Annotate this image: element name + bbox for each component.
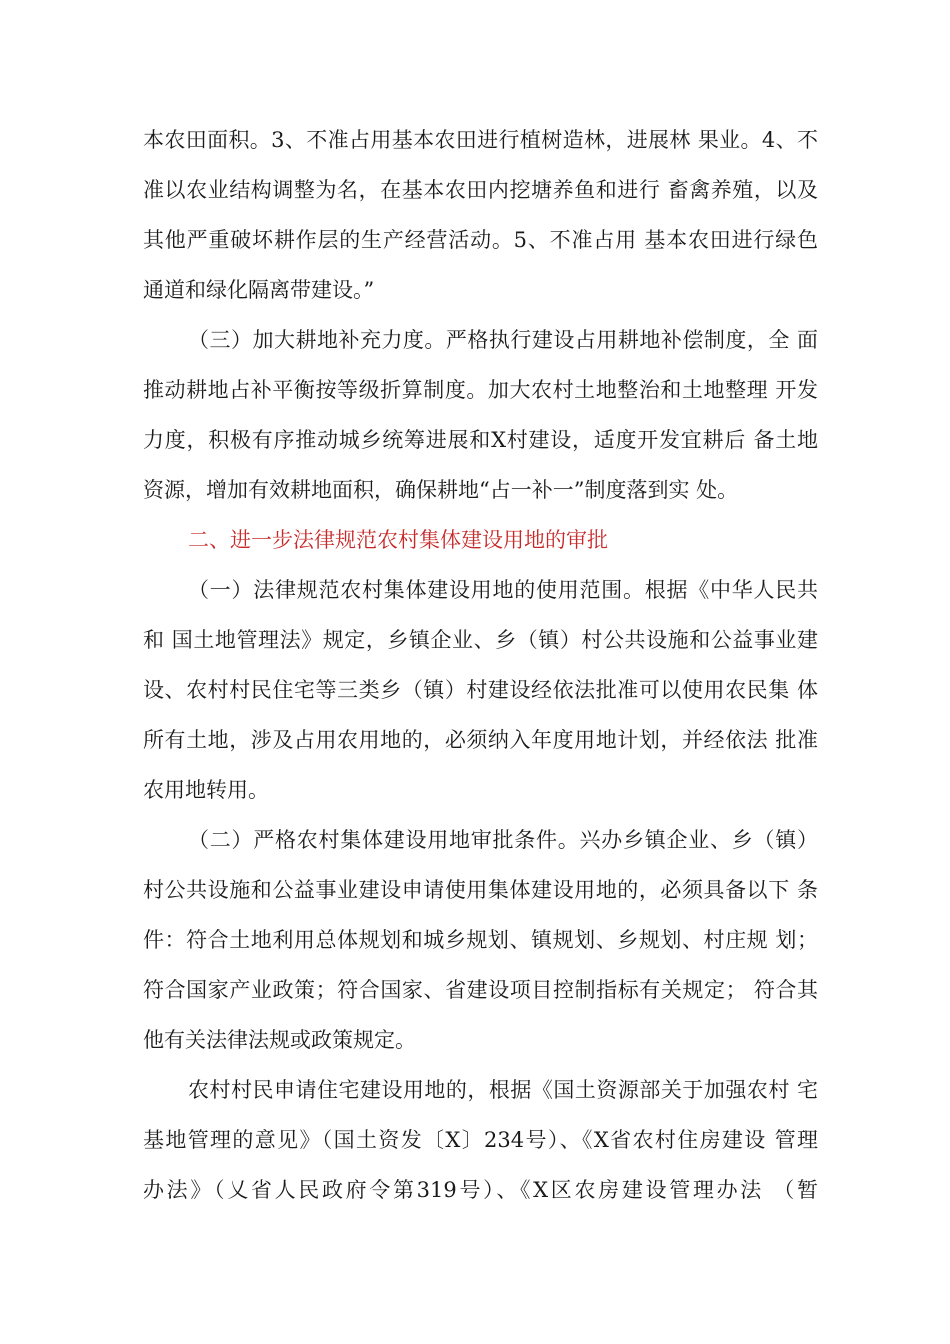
paragraph-line: 其他严重破坏耕作层的生产经营活动。5、不准占用 基本农田进行绿色 <box>143 228 818 252</box>
paragraph-line: 所有土地，涉及占用农用地的，必须纳入年度用地计划，并经依法 批准 <box>143 728 818 752</box>
paragraph-line: 基地管理的意见》（国土资发〔X〕234号）、《X省农村住房建设 管理 <box>143 1128 818 1152</box>
paragraph-line: 推动耕地占补平衡按等级折算制度。加大农村土地整治和土地整理 开发 <box>143 378 818 402</box>
paragraph-line: （一）法律规范农村集体建设用地的使用范围。根据《中华人民共 <box>188 578 818 602</box>
paragraph-line: 资源，增加有效耕地面积，确保耕地“占一补一”制度落到实 处。 <box>143 478 739 502</box>
paragraph-line: 他有关法律法规或政策规定。 <box>143 1028 416 1052</box>
paragraph-line: 符合国家产业政策；符合国家、省建设项目控制指标有关规定； 符合其 <box>143 978 818 1002</box>
paragraph-line: 本农田面积。3、不准占用基本农田进行植树造林，进展林 果业。4、不 <box>143 128 818 152</box>
paragraph-line: 通道和绿化隔离带建设。” <box>143 278 375 302</box>
paragraph-line: 设、农村村民住宅等三类乡（镇）村建设经依法批准可以使用农民集 体 <box>143 678 818 702</box>
paragraph-line: 村公共设施和公益事业建设申请使用集体建设用地的，必须具备以下 条 <box>143 878 818 902</box>
paragraph-line: （三）加大耕地补充力度。严格执行建设占用耕地补偿制度，全 面 <box>188 328 818 352</box>
paragraph-line: 和 国土地管理法》规定，乡镇企业、乡（镇）村公共设施和公益事业建 <box>143 628 818 652</box>
paragraph-line: 农用地转用。 <box>143 778 269 802</box>
paragraph-line: 力度，积极有序推动城乡统筹进展和X村建设，适度开发宜耕后 备土地 <box>143 428 818 452</box>
paragraph-line: 准以农业结构调整为名，在基本农田内挖塘养鱼和进行 畜禽养殖，以及 <box>143 178 818 202</box>
section-heading: 二、进一步法律规范农村集体建设用地的审批 <box>188 528 608 552</box>
paragraph-line: 办法》（乂省人民政府令第319号）、《X区农房建设管理办法 （暂 <box>143 1178 818 1202</box>
paragraph-line: 农村村民申请住宅建设用地的，根据《国土资源部关于加强农村 宅 <box>188 1078 818 1102</box>
paragraph-line: （二）严格农村集体建设用地审批条件。兴办乡镇企业、乡（镇） <box>188 828 818 852</box>
paragraph-line: 件：符合土地利用总体规划和城乡规划、镇规划、乡规划、村庄规 划； <box>143 928 818 952</box>
